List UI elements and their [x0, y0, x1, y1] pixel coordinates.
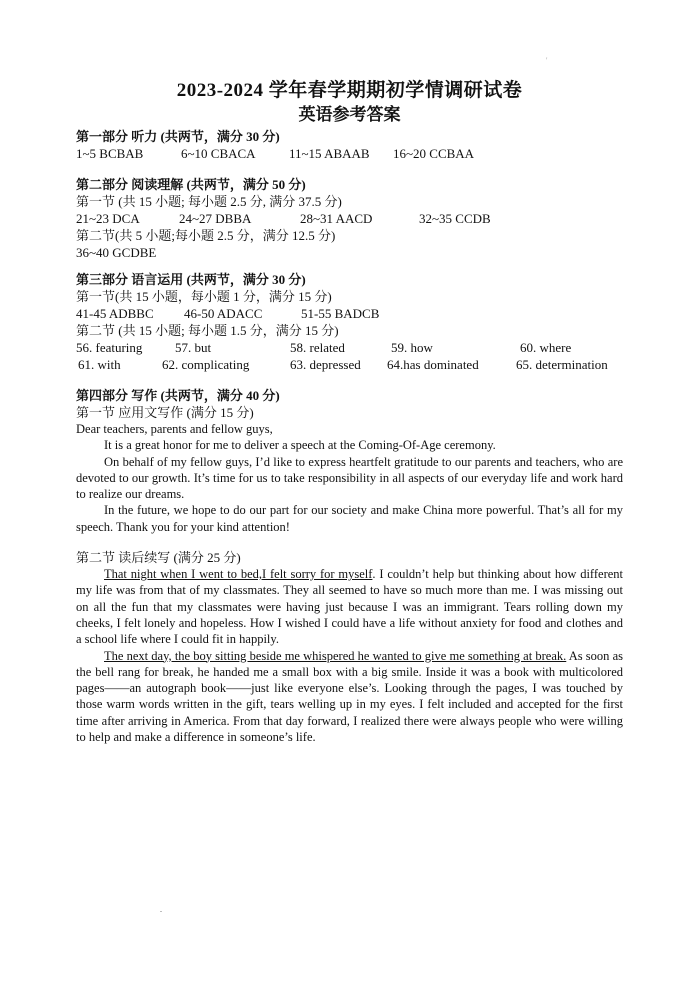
part4-heading: 第四部分 写作 (共两节，满分 40 分) — [76, 388, 280, 403]
story-paragraph — [76, 566, 623, 647]
word-answer: 64.has dominated — [387, 357, 479, 372]
word-answer: 65. determination — [516, 357, 608, 372]
part3-answers1 — [76, 305, 623, 322]
scan-mark: ' — [546, 56, 548, 65]
answer-group: 51-55 BADCB — [301, 306, 380, 321]
letter-paragraph: On behalf of my fellow guys, I’d like to express heartfelt gratitude to our parents and teachers, who are devoted to our growth. It’s time for us to take responsibility in all aspects of our everyday life and work hard to realize our dreams. — [76, 454, 623, 502]
part2-answers1 — [76, 210, 623, 227]
answer-group: 16~20 CCBAA — [393, 146, 475, 161]
letter-paragraph: In the future, we hope to do our part for our society and make China more powerful. That’s all for my speech. Thank you for your kind attention! — [76, 503, 623, 534]
part4-section2-heading: 第二节 读后续写 (满分 25 分) — [76, 550, 241, 566]
part1-answers — [76, 145, 623, 162]
word-answer: 62. complicating — [162, 357, 250, 372]
answer-group: 1~5 BCBAB — [76, 146, 144, 161]
page-title: 2023-2024 学年春学期期初学情调研试卷 — [176, 80, 523, 101]
letter-paragraph: It is a great honor for me to deliver a speech at the Coming-Of-Age ceremony. — [104, 438, 496, 453]
part2-heading: 第二部分 阅读理解 (共两节，满分 50 分) — [76, 177, 306, 192]
part2-section2-heading: 第二节(共 5 小题;每小题 2.5 分，满分 12.5 分) — [76, 228, 336, 243]
letter-greeting: Dear teachers, parents and fellow guys, — [76, 422, 273, 436]
story-paragraph — [76, 648, 623, 746]
part4-section1-heading: 第一节 应用文写作 (满分 15 分) — [76, 405, 254, 420]
word-answer: 57. but — [175, 340, 212, 355]
word-answer: 61. with — [78, 357, 121, 372]
story-text: . I couldn’t help but thinking about how different my life was from that of my classmates. They all seemed to have so much more than me. I was missing out on all the fun that my classmates were having just because I was an immigrant. Tears rolling down my cheeks, I felt lonely and hopeless. How I wished I could have a life without anxiety for food and clothes and a school life where I could fit in happily. — [76, 567, 624, 647]
word-answer: 56. featuring — [76, 340, 143, 355]
part1-heading: 第一部分 听力 (共两节，满分 30 分) — [76, 129, 280, 144]
answer-group: 11~15 ABAAB — [289, 146, 370, 161]
answer-group: 28~31 AACD — [300, 211, 373, 226]
part2-answers2: 36~40 GCDBE — [76, 245, 157, 260]
answer-group: 21~23 DCA — [76, 211, 140, 226]
answer-group: 6~10 CBACA — [181, 146, 256, 161]
answer-group: 24~27 DBBA — [179, 211, 252, 226]
word-answer: 63. depressed — [290, 357, 361, 372]
part3-section2-heading: 第二节 (共 15 小题; 每小题 1.5 分，满分 15 分) — [76, 323, 339, 338]
word-answer: 59. how — [391, 340, 433, 355]
word-answers-row1 — [76, 339, 623, 356]
story-given-opening: That night when I went to bed,I felt sorry for myself — [104, 567, 373, 582]
story-given-opening: The next day, the boy sitting beside me whispered he wanted to give me something at break. — [104, 648, 567, 663]
answer-group: 46-50 ADACC — [184, 306, 263, 321]
story-text: As soon as the bell rang for break, he handed me a small box with a big smile. Inside it was a book with multicolored pages——an autograph book——just like everyone else’s. Looking through the pages, I was touched by those warm words written in the gift, tears welling up in my eyes. I felt included and accepted for the first time after arriving in America. From that day forward, I realized there were always people who were willing to help and make a difference in someone’s life. — [76, 648, 623, 745]
word-answer: 58. related — [290, 340, 345, 355]
scan-mark: . — [160, 905, 162, 914]
part3-heading: 第三部分 语言运用 (共两节，满分 30 分) — [76, 272, 306, 287]
answer-group: 41-45 ADBBC — [76, 306, 154, 321]
page-subtitle: 英语参考答案 — [298, 105, 401, 124]
part3-section1-heading: 第一节(共 15 小题，每小题 1 分，满分 15 分) — [76, 289, 332, 304]
word-answer: 60. where — [520, 340, 572, 355]
part2-section1-heading: 第一节 (共 15 小题; 每小题 2.5 分, 满分 37.5 分) — [76, 194, 342, 209]
word-answers-row2 — [76, 356, 623, 373]
answer-group: 32~35 CCDB — [419, 211, 491, 226]
